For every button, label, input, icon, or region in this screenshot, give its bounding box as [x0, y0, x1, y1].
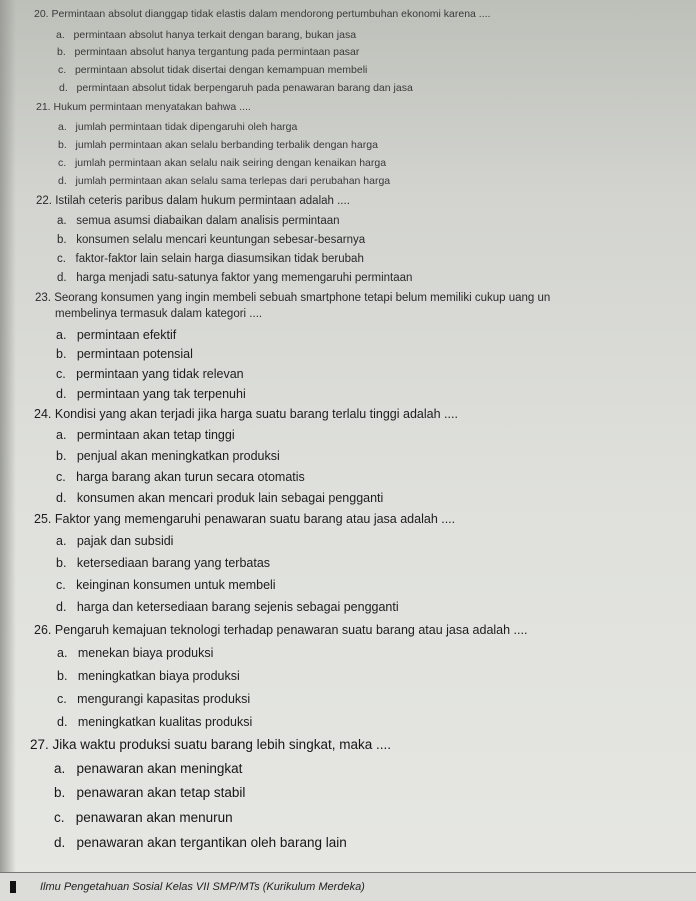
option-26b: b. meningkatkan biaya produksi [57, 669, 240, 683]
option-21d: d. jumlah permintaan akan selalu sama terlepas dari perubahan harga [58, 175, 391, 187]
option-24c: c. harga barang akan turun secara otomatis [56, 470, 305, 484]
page-footer [0, 872, 696, 901]
option-26c: c. mengurangi kapasitas produksi [57, 692, 251, 706]
footer-book-title: Ilmu Pengetahuan Sosial Kelas VII SMP/MTs (Kurikulum Merdeka) [40, 881, 365, 893]
option-27b: b. penawaran akan tetap stabil [54, 785, 246, 800]
option-22a: a. semua asumsi diabaikan dalam analisis permintaan [57, 215, 340, 227]
option-27d: d. penawaran akan tergantikan oleh barang lain [54, 835, 347, 850]
option-25a: a. pajak dan subsidi [56, 534, 174, 548]
option-23c: c. permintaan yang tidak relevan [56, 367, 244, 381]
question-text: Permintaan absolut dianggap tidak elastis dalam mendorong pertumbuhan ekonomi karena .... [51, 8, 491, 20]
option-21c: c. jumlah permintaan akan selalu naik seiring dengan kenaikan harga [58, 157, 387, 169]
option-23b: b. permintaan potensial [56, 347, 193, 361]
option-23a: a. permintaan efektif [56, 328, 177, 342]
option-24b: b. penjual akan meningkatkan produksi [56, 449, 280, 463]
option-27a: a. penawaran akan meningkat [54, 761, 243, 776]
option-20a: a. permintaan absolut hanya terkait dengan barang, bukan jasa [56, 29, 357, 41]
option-22b: b. konsumen selalu mencari keuntungan sebesar-besarnya [57, 234, 366, 246]
question-20 [34, 6, 490, 22]
option-25b: b. ketersediaan barang yang terbatas [56, 556, 271, 570]
option-27c: c. penawaran akan menurun [54, 810, 233, 825]
option-26d: d. meningkatkan kualitas produksi [57, 715, 253, 729]
option-25c: c. keinginan konsumen untuk membeli [56, 578, 276, 592]
question-25: 25. Faktor yang memengaruhi penawaran suatu barang atau jasa adalah .... [34, 512, 456, 526]
question-27: 27. Jika waktu produksi suatu barang lebih singkat, maka .... [30, 737, 391, 752]
option-20b: b. permintaan absolut hanya tergantung pada permintaan pasar [57, 46, 360, 58]
question-21: 21. Hukum permintaan menyatakan bahwa .... [36, 101, 251, 113]
option-24a: a. permintaan akan tetap tinggi [56, 428, 235, 442]
option-20d: d. permintaan absolut tidak berpengaruh pada penawaran barang dan jasa [59, 82, 413, 94]
page-number-mark [10, 881, 16, 893]
option-26a: a. menekan biaya produksi [57, 646, 214, 660]
question-23: 23. Seorang konsumen yang ingin membeli sebuah smartphone tetapi belum memiliki cukup uang un [35, 292, 551, 304]
question-22: 22. Istilah ceteris paribus dalam hukum permintaan adalah .... [36, 195, 350, 207]
option-20c: c. permintaan absolut tidak disertai dengan kemampuan membeli [58, 64, 368, 76]
option-22d: d. harga menjadi satu-satunya faktor yang memengaruhi permintaan [57, 272, 413, 284]
option-24d: d. konsumen akan mencari produk lain sebagai pengganti [56, 491, 384, 505]
question-26: 26. Pengaruh kemajuan teknologi terhadap penawaran suatu barang atau jasa adalah .... [34, 623, 528, 637]
question-23-continued: membelinya termasuk dalam kategori .... [55, 308, 263, 320]
option-23d: d. permintaan yang tak terpenuhi [56, 387, 246, 401]
question-number: 20. [34, 8, 49, 20]
option-22c: c. faktor-faktor lain selain harga diasumsikan tidak berubah [57, 253, 364, 265]
option-21b: b. jumlah permintaan akan selalu berbanding terbalik dengan harga [58, 139, 378, 151]
question-24: 24. Kondisi yang akan terjadi jika harga suatu barang terlalu tinggi adalah .... [34, 407, 458, 421]
option-21a: a. jumlah permintaan tidak dipengaruhi oleh harga [58, 121, 298, 133]
option-25d: d. harga dan ketersediaan barang sejenis sebagai pengganti [56, 600, 399, 614]
